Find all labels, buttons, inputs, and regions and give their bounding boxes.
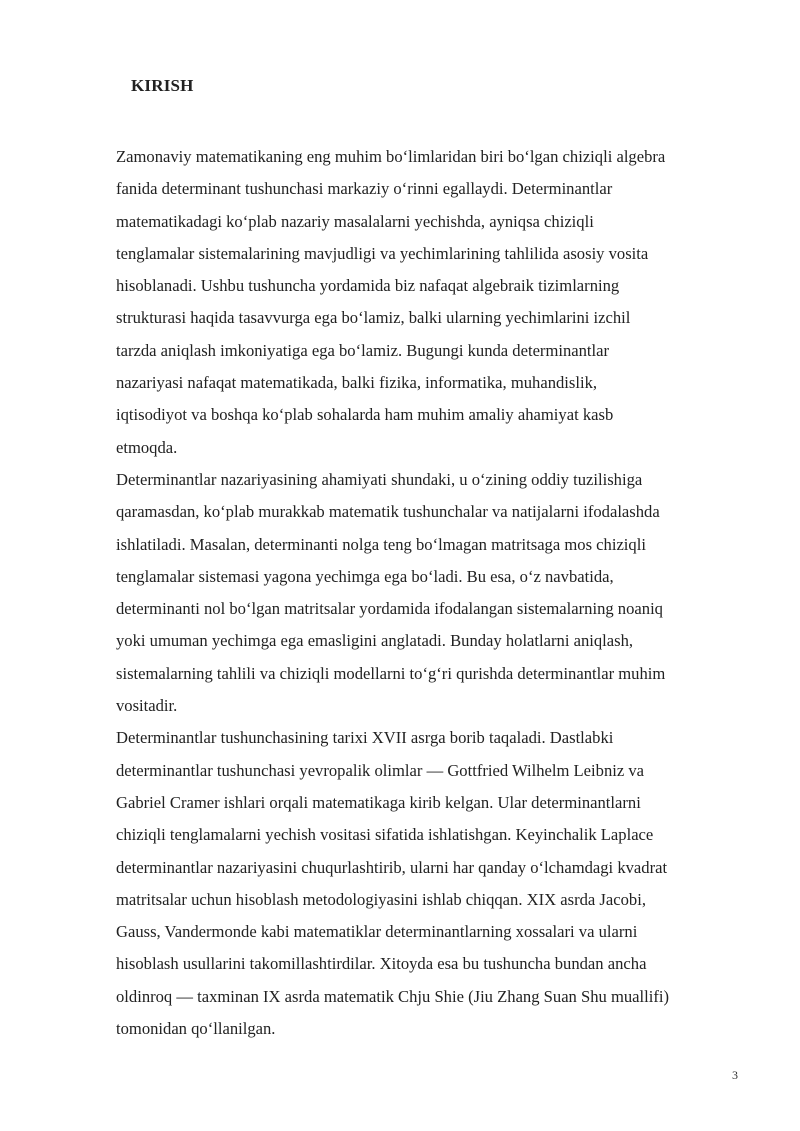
text-line: Gauss, Vandermonde kabi matematiklar determinantlarning xossalari va ularni bbox=[116, 922, 638, 942]
text-line: ishlatiladi. Masalan, determinanti nolga teng bo‘lmagan matritsaga mos chiziqli bbox=[116, 534, 646, 554]
text-line: iqtisodiyot va boshqa ko‘plab sohalarda ham muhim amaliy ahamiyat kasb bbox=[116, 405, 614, 425]
section-heading: KIRISH bbox=[131, 76, 194, 95]
text-line: etmoqda. bbox=[116, 437, 178, 457]
body-text bbox=[116, 141, 746, 1045]
text-line: Zamonaviy matematikaning eng muhim bo‘limlaridan biri bo‘lgan chiziqli algebra bbox=[116, 147, 666, 166]
text-line: oldinroq — taxminan IX asrda matematik Chju Shie (Jiu Zhang Suan Shu muallifi) bbox=[116, 986, 670, 1006]
text-line: strukturasi haqida tasavvurga ega bo‘lamiz, balki ularning yechimlarini izchil bbox=[116, 308, 631, 328]
text-line: yoki umuman yechimga ega emasligini anglatadi. Bunday holatlarni aniqlash, bbox=[116, 631, 634, 651]
text-line: hisoblanadi. Ushbu tushuncha yordamida biz nafaqat algebraik tizimlarning bbox=[116, 276, 620, 296]
text-line: determinantlar tushunchasi yevropalik olimlar — Gottfried Wilhelm Leibniz va bbox=[116, 760, 645, 780]
text-line: matritsalar uchun hisoblash metodologiyasini ishlab chiqqan. XIX asrda Jacobi, bbox=[116, 889, 646, 909]
text-line: fanida determinant tushunchasi markaziy o‘rinni egallaydi. Determinantlar bbox=[116, 179, 613, 199]
text-line: tomonidan qo‘llanilgan. bbox=[116, 1019, 276, 1039]
text-line: tenglamalar sistemasi yagona yechimga ega bo‘ladi. Bu esa, o‘z navbatida, bbox=[116, 566, 614, 586]
text-line: tenglamalar sistemalarining mavjudligi va yechimlarining tahlilida asosiy vosita bbox=[116, 243, 649, 263]
text-line: determinantlar nazariyasini chuqurlashtirib, ularni har qanday o‘lchamdagi kvadrat bbox=[116, 857, 668, 877]
text-line: sistemalarning tahlili va chiziqli modellarni to‘g‘ri qurishda determinantlar muhim bbox=[116, 663, 666, 683]
text-line: determinanti nol bo‘lgan matritsalar yordamida ifodalangan sistemalarning noaniq bbox=[116, 599, 663, 619]
text-line: nazariyasi nafaqat matematikada, balki fizika, informatika, muhandislik, bbox=[116, 373, 598, 393]
text-line: qaramasdan, ko‘plab murakkab matematik tushunchalar va natijalarni ifodalashda bbox=[116, 502, 660, 522]
text-line: tarzda aniqlash imkoniyatiga ega bo‘lamiz. Bugungi kunda determinantlar bbox=[116, 340, 610, 360]
text-line: Determinantlar tushunchasining tarixi XVII asrga borib taqaladi. Dastlabki bbox=[116, 728, 614, 748]
text-line: matematikadagi ko‘plab nazariy masalalarni yechishda, ayniqsa chiziqli bbox=[116, 211, 594, 231]
page-number: 3 bbox=[732, 1068, 738, 1082]
text-line: Determinantlar nazariyasining ahamiyati shundaki, u o‘zining oddiy tuzilishiga bbox=[116, 469, 643, 489]
text-line: Gabriel Cramer ishlari orqali matematikaga kirib kelgan. Ular determinantlarni bbox=[116, 792, 641, 812]
text-line: chiziqli tenglamalarni yechish vositasi sifatida ishlatishgan. Keyinchalik Laplace bbox=[116, 825, 654, 845]
text-line: hisoblash usullarini takomillashtirdilar. Xitoyda esa bu tushuncha bundan ancha bbox=[116, 954, 647, 974]
text-line: vositadir. bbox=[116, 696, 178, 716]
